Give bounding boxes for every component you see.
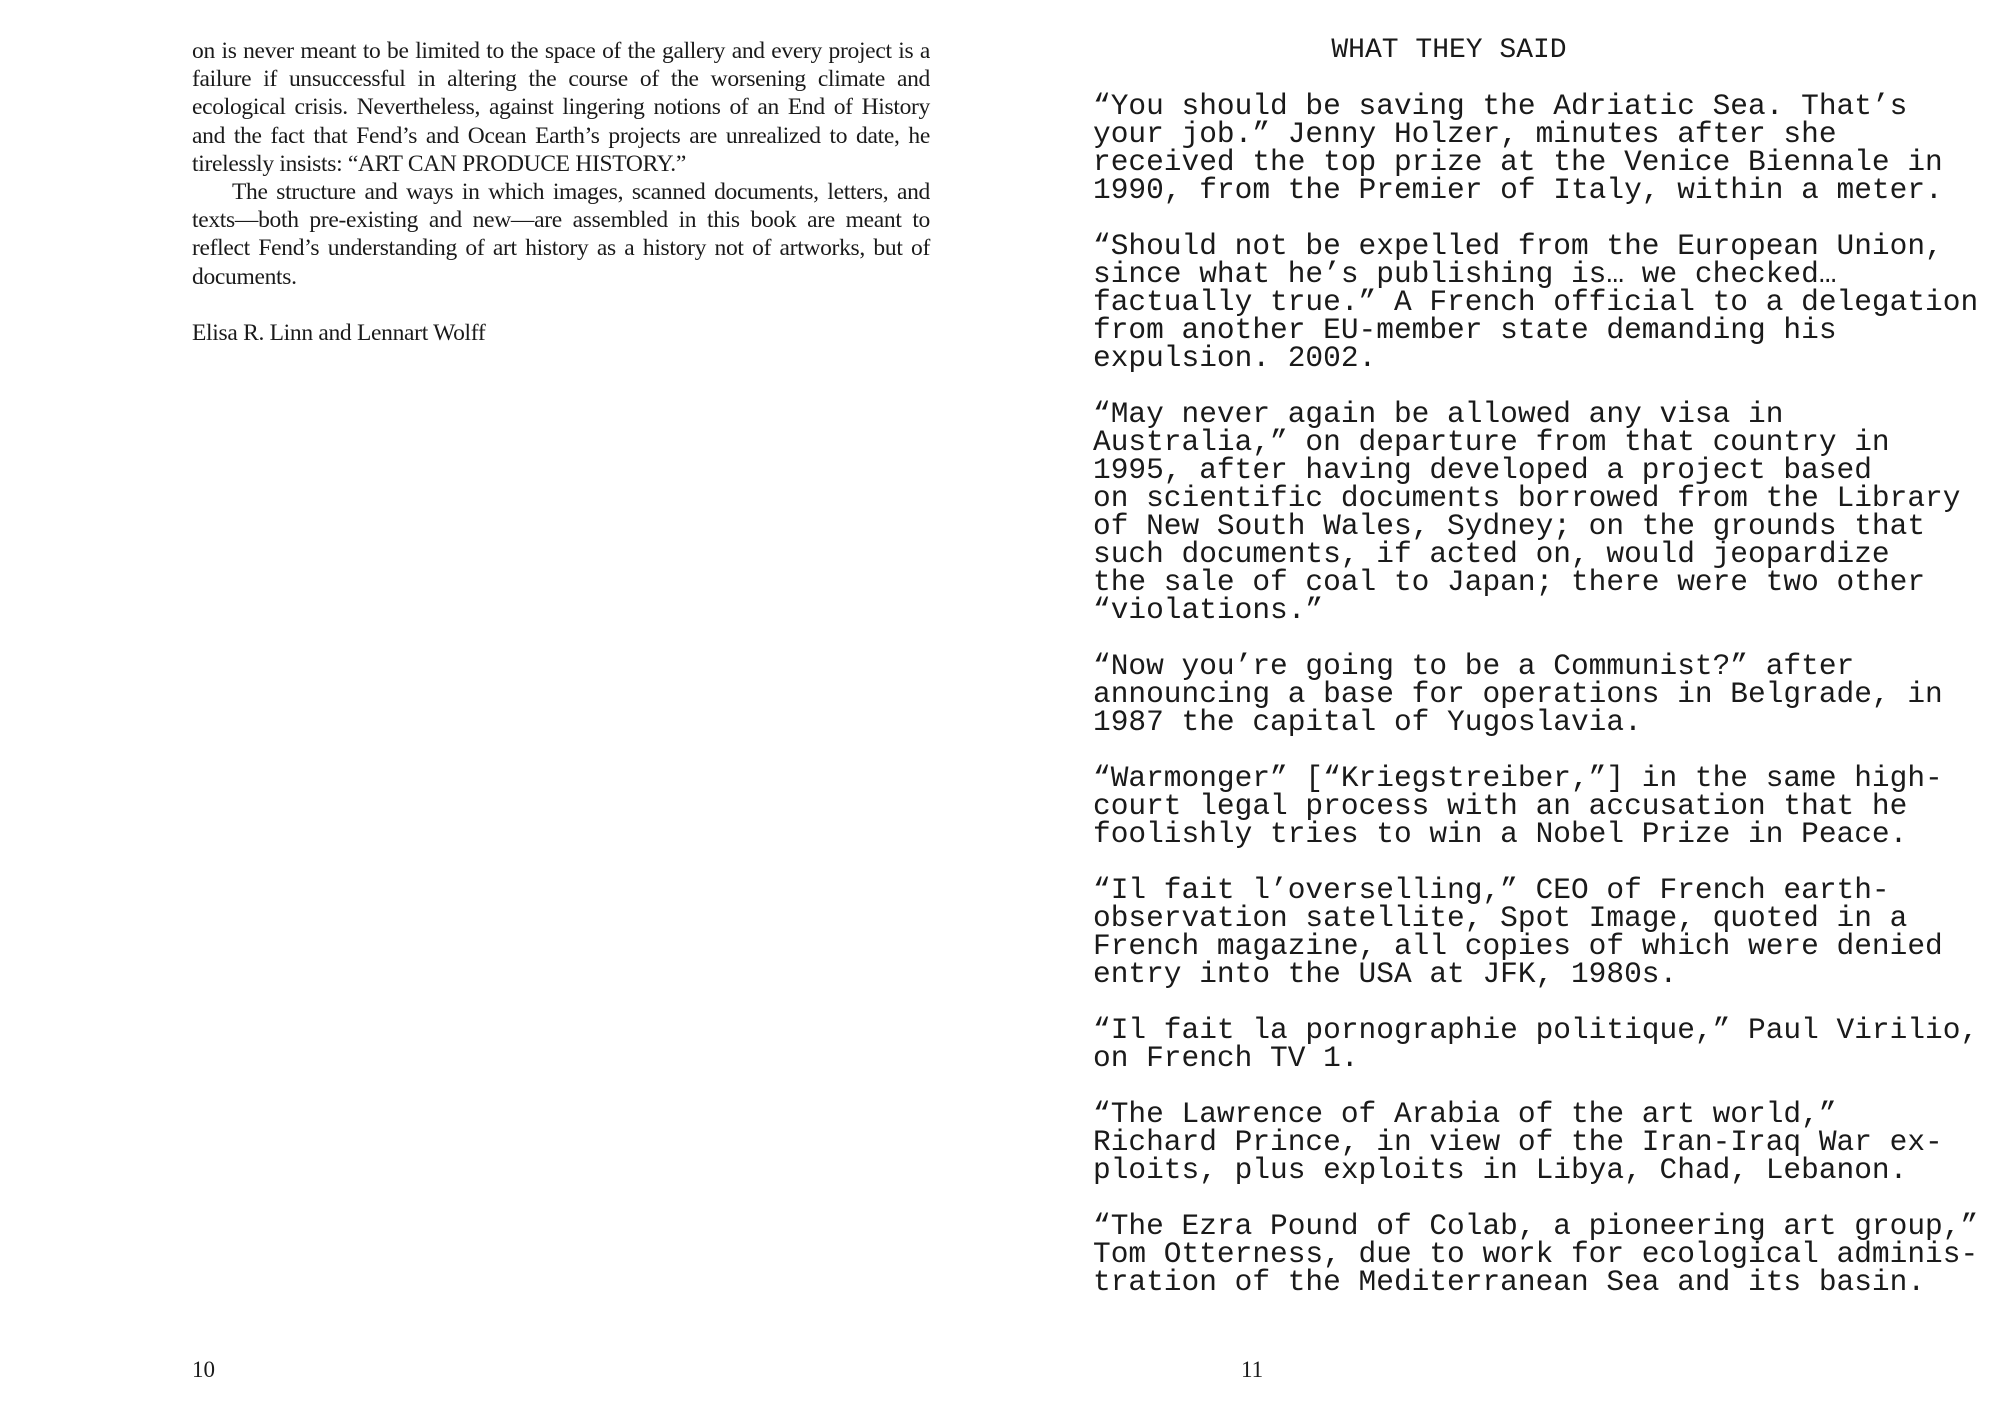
quote-item: “Should not be expelled from the European Union, since what he’s publishing is… we checked… factually true.” A French official to a delegation from another EU-member state demanding his expulsion. 2002. [1093,229,1979,375]
quote-item: “Now you’re going to be a Communist?” after announcing a base for operations in Belgrade, in 1987 the capital of Yugoslavia. [1093,649,1943,739]
quotes-list [1093,89,1983,1324]
body-paragraph: The structure and ways in which images, scanned documents, letters, and texts—both pre-existing and new—are assembled in this book are meant to reflect Fend’s understanding of art history as a history not of artworks, but of documents. [192,179,930,290]
quote-item: “The Ezra Pound of Colab, a pioneering art group,” Tom Otterness, due to work for ecological adminis- tration of the Mediterranean Sea and its basin. [1093,1209,1979,1299]
quote-item: “Warmonger” [“Kriegstreiber,”] in the same high- court legal process with an accusation that he foolishly tries to win a Nobel Prize in Peace. [1093,761,1943,851]
section-title: WHAT THEY SAID [1331,35,1567,66]
quote-item: “Il fait la pornographie politique,” Paul Virilio, on French TV 1. [1093,1013,1979,1075]
quote-item: “May never again be allowed any visa in Australia,” on departure from that country in 1995, after having developed a project based on scientific documents borrowed from the Library of New South Wales, Sydney; on the grounds that such documents, if acted on, would jeopardize the sale of coal to Japan; there were two other “violations.” [1093,397,1961,627]
body-paragraph: on is never meant to be limited to the space of the gallery and every project is a failure if unsuccessful in altering the course of the worsening climate and ecological crisis. Nevertheless, against lingering notions of an End of History and the fact that Fend’s and Ocean Earth’s projects are unrealized to date, he tirelessly insists: “ART CAN PRODUCE HISTORY.” [192,38,930,177]
author-signature: Elisa R. Linn and Lennart Wolff [192,319,486,346]
left-page-body [192,37,930,347]
page-number-left: 10 [192,1357,215,1382]
quote-item: “Il fait l’overselling,” CEO of French earth- observation satellite, Spot Image, quoted in a French magazine, all copies of which were denied entry into the USA at JFK, 1980s. [1093,873,1943,991]
quote-item: “The Lawrence of Arabia of the art world,” Richard Prince, in view of the Iran-Iraq War ex- ploits, plus exploits in Libya, Chad, Lebanon. [1093,1097,1943,1187]
quote-item: “You should be saving the Adriatic Sea. That’s your job.” Jenny Holzer, minutes after she received the top prize at the Venice Biennale in 1990, from the Premier of Italy, within a meter. [1093,89,1943,207]
page-number-right: 11 [1241,1357,1264,1382]
